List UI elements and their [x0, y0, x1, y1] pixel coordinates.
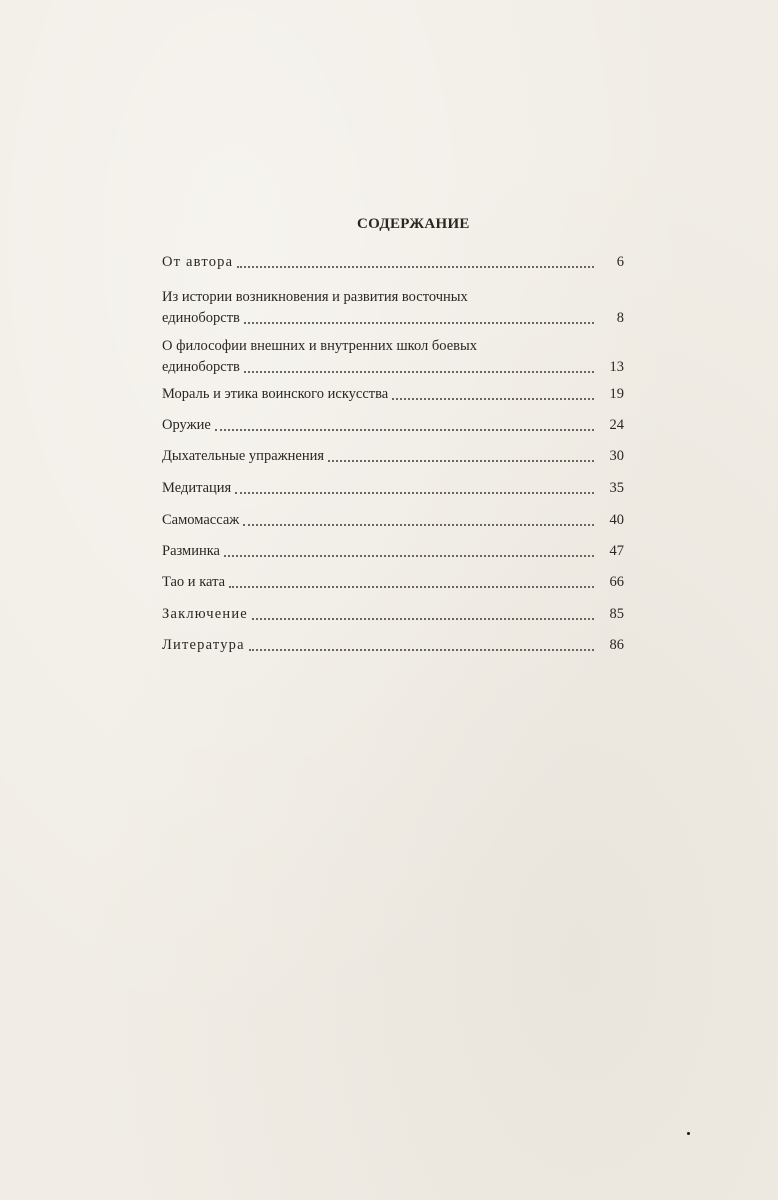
dot-leader: [229, 586, 594, 588]
toc-entry-title: единоборств: [162, 310, 240, 326]
toc-entry-title: Разминка: [162, 543, 220, 559]
dot-leader: [215, 429, 594, 431]
dot-leader: [252, 618, 594, 620]
toc-entry: [162, 336, 624, 378]
dot-leader: [328, 460, 594, 462]
toc-entry: [162, 572, 624, 593]
toc-entry-title-line1: О философии внешних и внутренних школ боевых: [162, 338, 477, 354]
toc-entry-title: Медитация: [162, 480, 232, 496]
dot-leader: [249, 649, 594, 651]
toc-entry-title: Литература: [162, 637, 245, 653]
toc-entry: [162, 478, 624, 499]
toc-entry-page: 35: [609, 480, 624, 496]
toc-entry-title: От автора: [162, 254, 234, 270]
toc-entry-page: 19: [609, 386, 624, 402]
toc-entry: [162, 415, 624, 436]
toc-entry-page: 30: [609, 448, 624, 464]
dot-leader: [244, 371, 594, 373]
dot-leader: [243, 524, 594, 526]
toc-entry-title: единоборств: [162, 359, 240, 375]
toc-entry-page: 86: [609, 637, 624, 653]
dot-leader: [237, 266, 594, 268]
toc-entry-title: Мораль и этика воинского искусства: [162, 386, 389, 402]
toc-entry: [162, 384, 624, 405]
toc-entry-title: Заключение: [162, 606, 248, 622]
toc-entry: [162, 287, 624, 329]
toc-entry-page: 24: [609, 417, 624, 433]
toc-entry: [162, 510, 624, 531]
toc-entry-page: 66: [609, 574, 624, 590]
toc-heading: СОДЕРЖАНИЕ: [357, 216, 470, 232]
toc-entry-title: Оружие: [162, 417, 211, 433]
toc-entry-page: 8: [616, 310, 624, 326]
dot-leader: [244, 322, 594, 324]
ink-speck: [687, 1132, 690, 1135]
toc-entry-page: 13: [609, 359, 624, 375]
dot-leader: [392, 398, 594, 400]
toc-entry-title-line1: Из истории возникновения и развития восточных: [162, 289, 468, 305]
toc-entry-title: Дыхательные упражнения: [162, 448, 325, 464]
toc-entry: [162, 252, 624, 273]
toc-entry: [162, 604, 624, 625]
dot-leader: [224, 555, 594, 557]
toc-entry-title: Самомассаж: [162, 512, 240, 528]
toc-entry: [162, 635, 624, 656]
toc-entry-page: 40: [609, 512, 624, 528]
toc-entry-title: Тао и ката: [162, 574, 226, 590]
dot-leader: [235, 492, 594, 494]
toc-entry: [162, 446, 624, 467]
toc-entry: [162, 541, 624, 562]
toc-entry-page: 85: [609, 606, 624, 622]
toc-entry-page: 47: [609, 543, 624, 559]
toc-entry-page: 6: [616, 254, 624, 270]
